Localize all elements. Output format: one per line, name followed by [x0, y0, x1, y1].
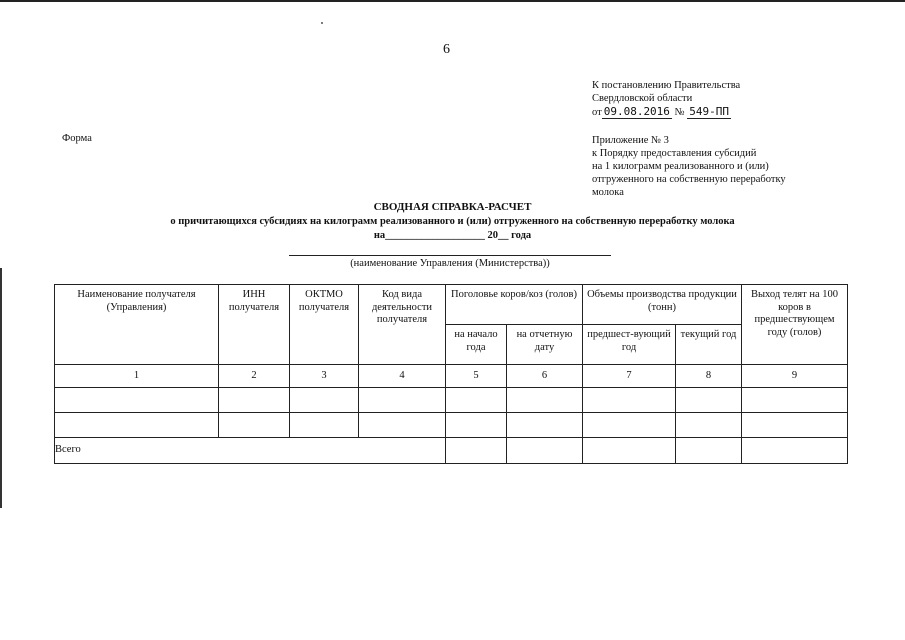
department-caption: (наименование Управления (Министерства))	[350, 258, 550, 269]
table-cell	[583, 413, 676, 438]
annex-line-4: отгруженного на собственную переработку	[592, 174, 786, 185]
header-activity-code: Код вида деятельности получателя	[359, 285, 446, 365]
table-cell	[507, 438, 583, 464]
document-subtitle: о причитающихся субсидиях на килограмм реализованного и (или) отгруженного на собственную переработку молока	[170, 216, 735, 227]
table-cell	[219, 413, 290, 438]
header-livestock: Поголовье коров/коз (голов)	[446, 285, 583, 325]
decree-date: 09.08.2016	[603, 105, 670, 118]
form-label: Форма	[62, 133, 92, 144]
header-livestock-report: на отчетную дату	[507, 325, 583, 365]
document-period: на___________________ 20__ года	[373, 230, 532, 241]
header-calves: Выход телят на 100 коров в предшествующем году (голов)	[742, 285, 848, 365]
table-row	[55, 388, 848, 413]
column-number: 1	[55, 365, 219, 388]
table-cell	[583, 388, 676, 413]
table-cell	[583, 438, 676, 464]
table-cell	[290, 413, 359, 438]
table-cell	[507, 413, 583, 438]
table-cell	[55, 388, 219, 413]
table-cell	[742, 438, 848, 464]
left-edge-mark	[0, 268, 2, 508]
header-recipient-name: Наименование получателя (Управления)	[55, 285, 219, 365]
header-production-current: текущий год	[676, 325, 742, 365]
header-production-prev: предшест-вующий год	[583, 325, 676, 365]
header-row-1	[55, 285, 848, 325]
top-edge-rule	[0, 0, 905, 2]
header-production: Объемы производства продукции (тонн)	[583, 285, 742, 325]
table-cell	[359, 388, 446, 413]
table-cell	[507, 388, 583, 413]
annex-reference	[592, 134, 786, 199]
decree-reference	[592, 79, 740, 119]
decree-date-line	[592, 105, 740, 119]
total-row	[55, 438, 848, 464]
decree-date-prefix: от	[592, 107, 602, 118]
table-cell	[446, 438, 507, 464]
header-inn: ИНН получателя	[219, 285, 290, 365]
department-name-line	[289, 255, 611, 256]
decree-number: 549-ПП	[689, 105, 729, 118]
annex-line-1: Приложение № 3	[592, 135, 669, 146]
column-number: 3	[290, 365, 359, 388]
annex-line-3: на 1 килограмм реализованного и (или)	[592, 161, 769, 172]
table-cell	[446, 413, 507, 438]
table-cell	[742, 413, 848, 438]
table-cell	[446, 388, 507, 413]
table-cell	[219, 388, 290, 413]
table-cell	[676, 388, 742, 413]
page-number: 6	[443, 42, 450, 57]
column-number: 8	[676, 365, 742, 388]
table-cell	[55, 413, 219, 438]
annex-line-5: молока	[592, 187, 624, 198]
table-cell	[742, 388, 848, 413]
table-cell	[359, 413, 446, 438]
document-title: СВОДНАЯ СПРАВКА-РАСЧЕТ	[373, 201, 532, 213]
column-number: 6	[507, 365, 583, 388]
column-number: 9	[742, 365, 848, 388]
column-number: 2	[219, 365, 290, 388]
column-number: 4	[359, 365, 446, 388]
scan-speck	[321, 22, 323, 24]
column-number: 7	[583, 365, 676, 388]
calculation-table	[54, 284, 848, 464]
table-row	[55, 413, 848, 438]
decree-number-sign: №	[674, 107, 685, 118]
table-cell	[676, 438, 742, 464]
total-label: Всего	[55, 438, 446, 464]
decree-line-1: К постановлению Правительства	[592, 80, 741, 91]
header-oktmo: ОКТМО получателя	[290, 285, 359, 365]
decree-line-2: Свердловской области	[592, 93, 693, 104]
table-cell	[676, 413, 742, 438]
annex-line-2: к Порядку предоставления субсидий	[592, 148, 757, 159]
header-livestock-start: на начало года	[446, 325, 507, 365]
table-cell	[290, 388, 359, 413]
column-number: 5	[446, 365, 507, 388]
column-number-row	[55, 365, 848, 388]
